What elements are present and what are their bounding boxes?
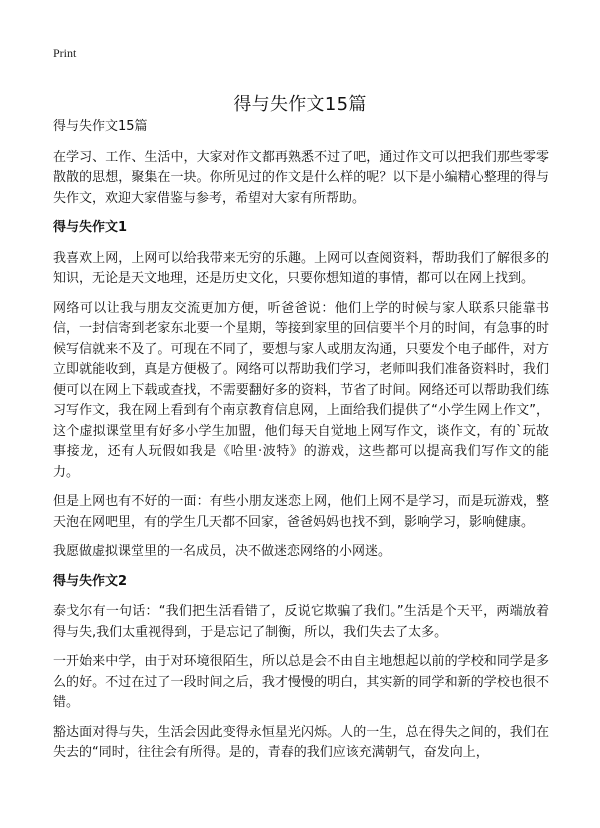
document-body: [53, 117, 549, 773]
essay-1-paragraph-4: 我愿做虚拟课堂里的一名成员，决不做迷恋网络的小网迷。: [53, 544, 392, 559]
page-title: 得与失作文15篇: [233, 94, 367, 116]
essay-1-paragraph-3: 但是上网也有不好的一面：有些小朋友迷恋上网，他们上网不是学习，而是玩游戏，整天泡在网吧里，有的学生几天都不回家，爸爸妈妈也找不到，影响学习，影响健康。: [53, 494, 549, 530]
essay-1-heading: 得与失作文1: [53, 220, 128, 235]
print-link[interactable]: Print: [53, 46, 77, 60]
essay-1-paragraph-2: 网络可以让我与朋友交流更加方便，听爸爸说：他们上学的时候与家人联系只能靠书信，一封信寄到老家东北要一个星期，等接到家里的回信要半个月的时间，有急事的时候写信就来不及了。可现在不同了，要想与家人或朋友沟通，只要发个电子邮件，对方立即就能收到，真是方便极了。网络可以帮助我们学习，老师叫我们准备资料时，我们便可以在网上下载或查找，不需要翻好多的资料，节省了时间。网络还可以帮助我们练习写作文，我在网上看到有个南京教育信息网，上面给我们提供了“小学生网上作文”，这个虚拟课堂里有好多小学生加盟，他们每天自觉地上网写作文，谈作文，有的`玩故事接龙，还有人玩假如我是《哈里·波特》的游戏，这些都可以提高我们写作文的能力。: [53, 300, 549, 480]
essay-2-heading: 得与失作文2: [53, 573, 128, 589]
essay-2-paragraph-2: 一开始来中学，由于对环境很陌生，所以总是会不由自主地想起以前的学校和同学是多么的好。不过在过了一段时间之后，我才慢慢的明白，其实新的同学和新的学校也很不错。: [53, 654, 549, 710]
document-subtitle: 得与失作文15篇: [53, 119, 148, 134]
essay-1-paragraph-1: 我喜欢上网，上网可以给我带来无穷的乐趣。上网可以查阅资料，帮助我们了解很多的知识，无论是天文地理，还是历史文化，只要你想知道的事情，都可以在网上找到。: [53, 250, 549, 286]
intro-paragraph: 在学习、工作、生活中，大家对作文都再熟悉不过了吧，通过作文可以把我们那些零零散散的思想，聚集在一块。你所见过的作文是什么样的呢？以下是小编精心整理的得与失作文，欢迎大家借鉴与参考，希望对大家有所帮助。: [53, 149, 549, 206]
essay-2-paragraph-1: 泰戈尔有一句话：“我们把生活看错了，反说它欺骗了我们。”生活是个天平，两端放着得与失,我们太重视得到，于是忘记了制衡，所以，我们失去了太多。: [53, 604, 549, 640]
essay-2-paragraph-3: 豁达面对得与失，生活会因此变得永恒星光闪烁。人的一生，总在得失之间的，我们在失去的“同时，往往会有所得。是的，青春的我们应该充满朝气，奋发向上，: [53, 724, 549, 760]
